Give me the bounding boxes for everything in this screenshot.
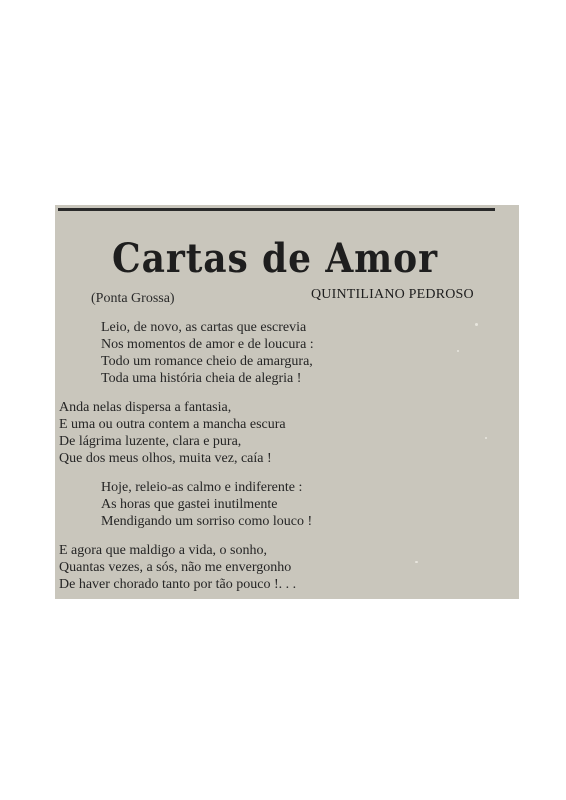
paper-speck [485, 437, 487, 439]
verse-line: Toda uma história cheia de alegria ! [101, 371, 302, 386]
verse-line: As horas que gastei inutilmente [101, 497, 278, 512]
verse-line: E agora que maldigo a vida, o sonho, [59, 543, 268, 558]
verse-line: De haver chorado tanto por tão pouco !. . . [59, 577, 297, 592]
newspaper-clipping [55, 205, 519, 599]
stanza-3 [101, 479, 312, 530]
verse-line: Mendigando um sorriso como louco ! [101, 514, 313, 529]
verse-line: Quantas vezes, a sós, não me envergonho [59, 560, 292, 575]
stanza-2 [59, 399, 286, 467]
poem-author: QUINTILIANO PEDROSO [311, 287, 474, 302]
verse-line: Leio, de novo, as cartas que escrevia [101, 320, 307, 335]
poem-place: (Ponta Grossa) [91, 291, 175, 306]
verse-line: De lágrima luzente, clara e pura, [59, 434, 242, 449]
top-rule [58, 208, 495, 211]
stanza-4 [59, 542, 296, 593]
verse-line: Que dos meus olhos, muita vez, caía ! [59, 451, 272, 466]
verse-line: Todo um romance cheio de amargura, [101, 354, 313, 369]
paper-speck [475, 323, 478, 326]
verse-line: Nos momentos de amor e de loucura : [101, 337, 314, 352]
verse-line: Anda nelas dispersa a fantasia, [59, 400, 232, 415]
verse-line: Hoje, releio-as calmo e indiferente : [101, 480, 303, 495]
paper-speck [457, 350, 459, 352]
poem-title: Cartas de Amor [112, 235, 438, 282]
verse-line: E uma ou outra contem a mancha escura [59, 417, 286, 432]
stanza-1 [101, 319, 314, 387]
paper-speck [415, 561, 418, 563]
